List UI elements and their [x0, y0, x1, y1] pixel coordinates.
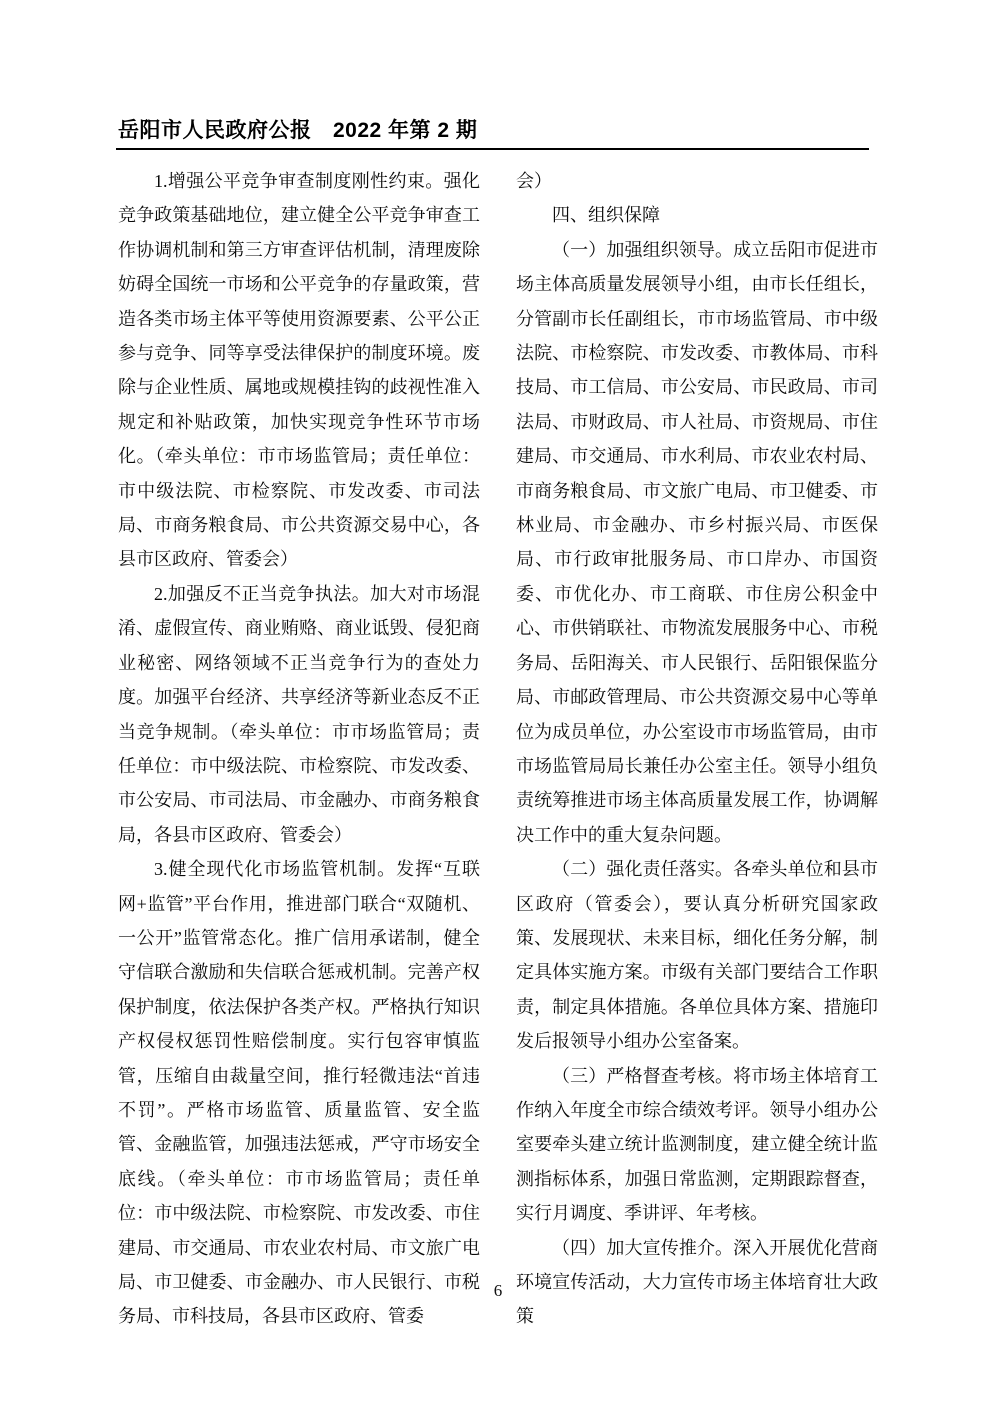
gazette-masthead-title: 岳阳市人民政府公报 2022 年第 2 期 — [118, 119, 478, 142]
section-heading-organizational-guarantee: 四、组织保障 — [552, 205, 660, 226]
page-footer — [118, 1281, 878, 1301]
right-column — [516, 164, 878, 1334]
paragraph-1: 1.增强公平竞争审查制度刚性约束。强化竞争政策基础地位，建立健全公平竞争审查工作协调机制和第三方审查评估机制，清理废除妨碍全国统一市场和公平竞争的存量政策，营造各类市场主体平等使用资源要素、公平公正参与竞争、同等享受法律保护的制度环境。废除与企业性质、属地或规模挂钩的歧视性准入规定和补贴政策，加快实现竞争性环节市场化。（牵头单位：市市场监管局；责任单位：市中级法院、市检察院、市发改委、市司法局、市商务粮食局、市公共资源交易中心，各县市区政府、管委会） — [118, 171, 480, 570]
paragraph-4-strengthen-leadership: （一）加强组织领导。成立岳阳市促进市场主体高质量发展领导小组，由市长任组长，分管副市长任副组长，市市场监管局、市中级法院、市检察院、市发改委、市教体局、市科技局、市工信局、市公安局、市民政局、市司法局、市财政局、市人社局、市资规局、市住建局、市交通局、市水利局、市农业农村局、市商务粮食局、市文旅广电局、市卫健委、市林业局、市金融办、市乡村振兴局、市医保局、市行政审批服务局、市口岸办、市国资委、市优化办、市工商联、市住房公积金中心、市供销联社、市物流发展服务中心、市税务局、岳阳海关、市人民银行、岳阳银保监分局、市邮政管理局、市公共资源交易中心等单位为成员单位，办公室设市市场监管局，由市市场监管局局长兼任办公室主任。领导小组负责统筹推进市场主体高质量发展工作，协调解决工作中的重大复杂问题。 — [516, 239, 878, 845]
paragraph-3-continuation: 会） — [516, 171, 552, 191]
paragraph-6-supervision-assessment: （三）严格督查考核。将市场主体培育工作纳入年度全市综合绩效考评。领导小组办公室要牵头建立统计监测制度，建立健全统计监测指标体系，加强日常监测，定期跟踪督查，实行月调度、季讲评、年考核。 — [516, 1065, 878, 1224]
paragraph-3-left-part: 3.健全现代化市场监管机制。发挥“互联网+监管”平台作用，推进部门联合“双随机、一公开”监管常态化。推广信用承诺制，健全守信联合激励和失信联合惩戒机制。完善产权保护制度，依法保护各类产权。严格执行知识产权侵权惩罚性赔偿制度。实行包容审慎监管，压缩自由裁量空间，推行轻微违法“首违不罚”。严格市场监管、质量监管、安全监管、金融监管，加强违法惩戒，严守市场安全底线。（牵头单位：市市场监管局；责任单位：市中级法院、市检察院、市发改委、市住建局、市交通局、市农业农村局、市文旅广电局、市卫健委、市金融办、市人民银行、市税务局、市科技局，各县市区政府、管委 — [118, 859, 480, 1327]
page-number: 6 — [493, 1281, 503, 1300]
header-rule — [116, 148, 869, 150]
document-body — [118, 164, 878, 1334]
paragraph-7-publicity: （四）加大宣传推介。深入开展优化营商环境宣传活动，大力宣传市场主体培育壮大政策 — [516, 1237, 878, 1327]
left-column — [118, 164, 480, 1334]
paragraph-2: 2.加强反不正当竞争执法。加大对市场混淆、虚假宣传、商业贿赂、商业诋毁、侵犯商业秘密、网络领域不正当竞争行为的查处力度。加强平台经济、共享经济等新业态反不正当竞争规制。（牵头单位：市市场监管局；责任单位：市中级法院、市检察院、市发改委、市公安局、市司法局、市金融办、市商务粮食局，各县市区政府、管委会） — [118, 583, 480, 845]
paragraph-5-responsibility: （二）强化责任落实。各牵头单位和县市区政府（管委会），要认真分析研究国家政策、发展现状、未来目标，细化任务分解，制定具体实施方案。市级有关部门要结合工作职责，制定具体措施。各单位具体方案、措施印发后报领导小组办公室备案。 — [516, 859, 878, 1052]
